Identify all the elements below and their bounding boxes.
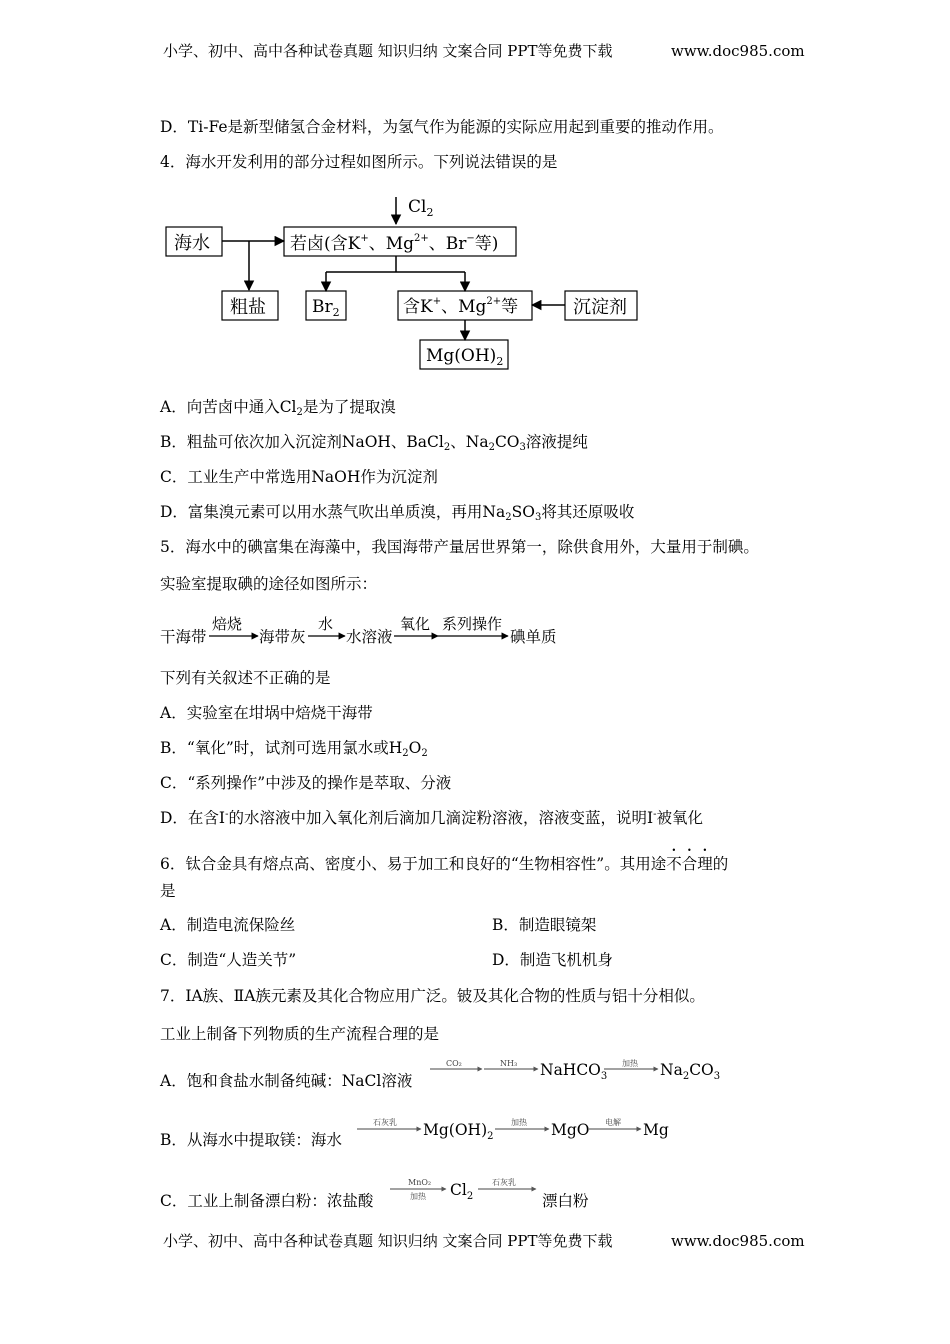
svg-text:CO₂: CO₂ — [446, 1059, 462, 1068]
svg-text:漂白粉: 漂白粉 — [542, 1192, 589, 1210]
svg-text:电解: 电解 — [605, 1118, 621, 1127]
svg-text:加热: 加热 — [622, 1059, 638, 1068]
q5-flow — [160, 612, 580, 654]
svg-text:加热: 加热 — [511, 1118, 527, 1127]
q4-seawater-label: 海水 — [174, 233, 210, 254]
q4-option-d: D．富集溴元素可以用水蒸气吹出单质溴，再用$Na_2SO_3$将其还原吸收 — [160, 503, 635, 523]
q5-flow-cond3: 氧化 — [400, 615, 431, 633]
q4-crude-salt-label: 粗盐 — [230, 297, 266, 318]
q5-stem-line2: 实验室提取碘的途径如图所示： — [160, 575, 378, 593]
q4-filtrate-label: 含K+、$Mg^{2+}$等 — [403, 296, 519, 317]
q4-mgoh2-label: $Mg(OH)_2$ — [426, 346, 504, 368]
q4-option-b: B．粗盐可依次加入沉淀剂NaOH、BaCl$_2$、$Na_2CO_3$溶液提纯 — [160, 433, 588, 453]
svg-text:Na2CO3: $Na_2CO_3$ — [660, 1061, 721, 1082]
q5-option-b: B．“氧化”时，试剂可选用氯水或$H_2O_2$ — [160, 739, 428, 759]
svg-text:Cl2: $Cl_2$ — [450, 1181, 474, 1202]
svg-text:MnO₂: MnO₂ — [408, 1178, 432, 1187]
q5-option-a: A．实验室在坩埚中焙烧干海带 — [160, 704, 373, 722]
q4-precipitant-label: 沉淀剂 — [573, 297, 627, 318]
q4-stem: 4．海水开发利用的部分过程如图所示。下列说法错误的是 — [160, 153, 558, 171]
q5-flow-cond2: 水 — [318, 615, 334, 633]
q5-flow-step4: 碘单质 — [510, 628, 557, 646]
q5-flow-step1: 干海带 — [160, 628, 207, 646]
q7-option-c-label: C．工业上制备漂白粉：浓盐酸 — [160, 1192, 374, 1210]
q7-stem-line1: 7．ⅠA族、ⅡA族元素及其化合物应用广泛。铍及其化合物的性质与铝十分相似。 — [160, 987, 705, 1005]
q7-option-a-label: A．饱和食盐水制备纯碱：NaCl溶液 — [160, 1072, 413, 1090]
q7-option-b-label: B．从海水中提取镁：海水 — [160, 1131, 342, 1149]
q7-option-b-flow — [355, 1116, 685, 1150]
svg-text:石灰乳: 石灰乳 — [492, 1178, 516, 1187]
q5-flow-cond4: 系列操作 — [442, 615, 503, 633]
q5-flow-cond1: 焙烧 — [212, 615, 243, 633]
q7-option-a-flow — [428, 1057, 728, 1087]
q4-brine-label: 若卤(含K+、$Mg^{2+}$、Br−等) — [290, 233, 499, 254]
q6-option-d: D．制造飞机机身 — [492, 951, 613, 969]
q4-flow-diagram — [160, 195, 660, 375]
svg-text:石灰乳: 石灰乳 — [373, 1118, 397, 1127]
q5-stem-line1: 5．海水中的碘富集在海藻中，我国海带产量居世界第一，除供食用外，大量用于制碘。 — [160, 538, 759, 556]
q5-ask: 下列有关叙述不正确的是 — [160, 669, 331, 687]
q6-option-a: A．制造电流保险丝 — [160, 916, 296, 934]
q7-stem-line2: 工业上制备下列物质的生产流程合理的是 — [160, 1025, 440, 1043]
svg-text:NaHCO3: NaHCO$_3$ — [540, 1061, 608, 1082]
q5-flow-step3: 水溶液 — [346, 628, 393, 646]
q4-cl2-label: $Cl_2$ — [408, 197, 434, 219]
q6-stem-line2: 是 — [160, 882, 176, 900]
svg-text:Mg(OH)2: $Mg(OH)_2$ — [423, 1121, 494, 1142]
q6-option-c: C．制造“人造关节” — [160, 951, 297, 969]
q5-option-c: C．“系列操作”中涉及的操作是萃取、分液 — [160, 774, 452, 792]
header-banner-text: 小学、初中、高中各种试卷真题 知识归纳 文案合同 PPT等免费下载 — [163, 42, 613, 60]
q4-option-c: C．工业生产中常选用NaOH作为沉淀剂 — [160, 468, 438, 486]
q6-option-b: B．制造眼镜架 — [492, 916, 597, 934]
svg-text:NH₃: NH₃ — [500, 1059, 518, 1068]
q6-emphasis: 不合理 — [666, 855, 713, 873]
svg-text:MgO: MgO — [551, 1121, 590, 1139]
q5-option-d: D．在含I-的水溶液中加入氧化剂后滴加几滴淀粉溶液，溶液变蓝，说明I-被氧化 — [160, 809, 703, 827]
svg-text:加热: 加热 — [410, 1192, 426, 1201]
footer-url: www.doc985.com — [671, 1232, 805, 1250]
q3-option-d: D．Ti-Fe是新型储氢合金材料，为氢气作为能源的实际应用起到重要的推动作用。 — [160, 118, 724, 136]
q5-flow-step2: 海带灰 — [259, 628, 306, 646]
q4-option-a: A．向苦卤中通入$Cl_2$是为了提取溴 — [160, 398, 396, 418]
header-url: www.doc985.com — [671, 42, 805, 60]
footer-banner-text: 小学、初中、高中各种试卷真题 知识归纳 文案合同 PPT等免费下载 — [163, 1232, 613, 1250]
q7-option-c-flow — [388, 1176, 608, 1212]
svg-text:Mg: Mg — [643, 1121, 669, 1139]
q6-stem-line1: 6．钛合金具有熔点高、密度小、易于加工和良好的“生物相容性”。其用途不合理的 — [160, 855, 729, 873]
q4-br2-label: $Br_2$ — [312, 297, 340, 319]
